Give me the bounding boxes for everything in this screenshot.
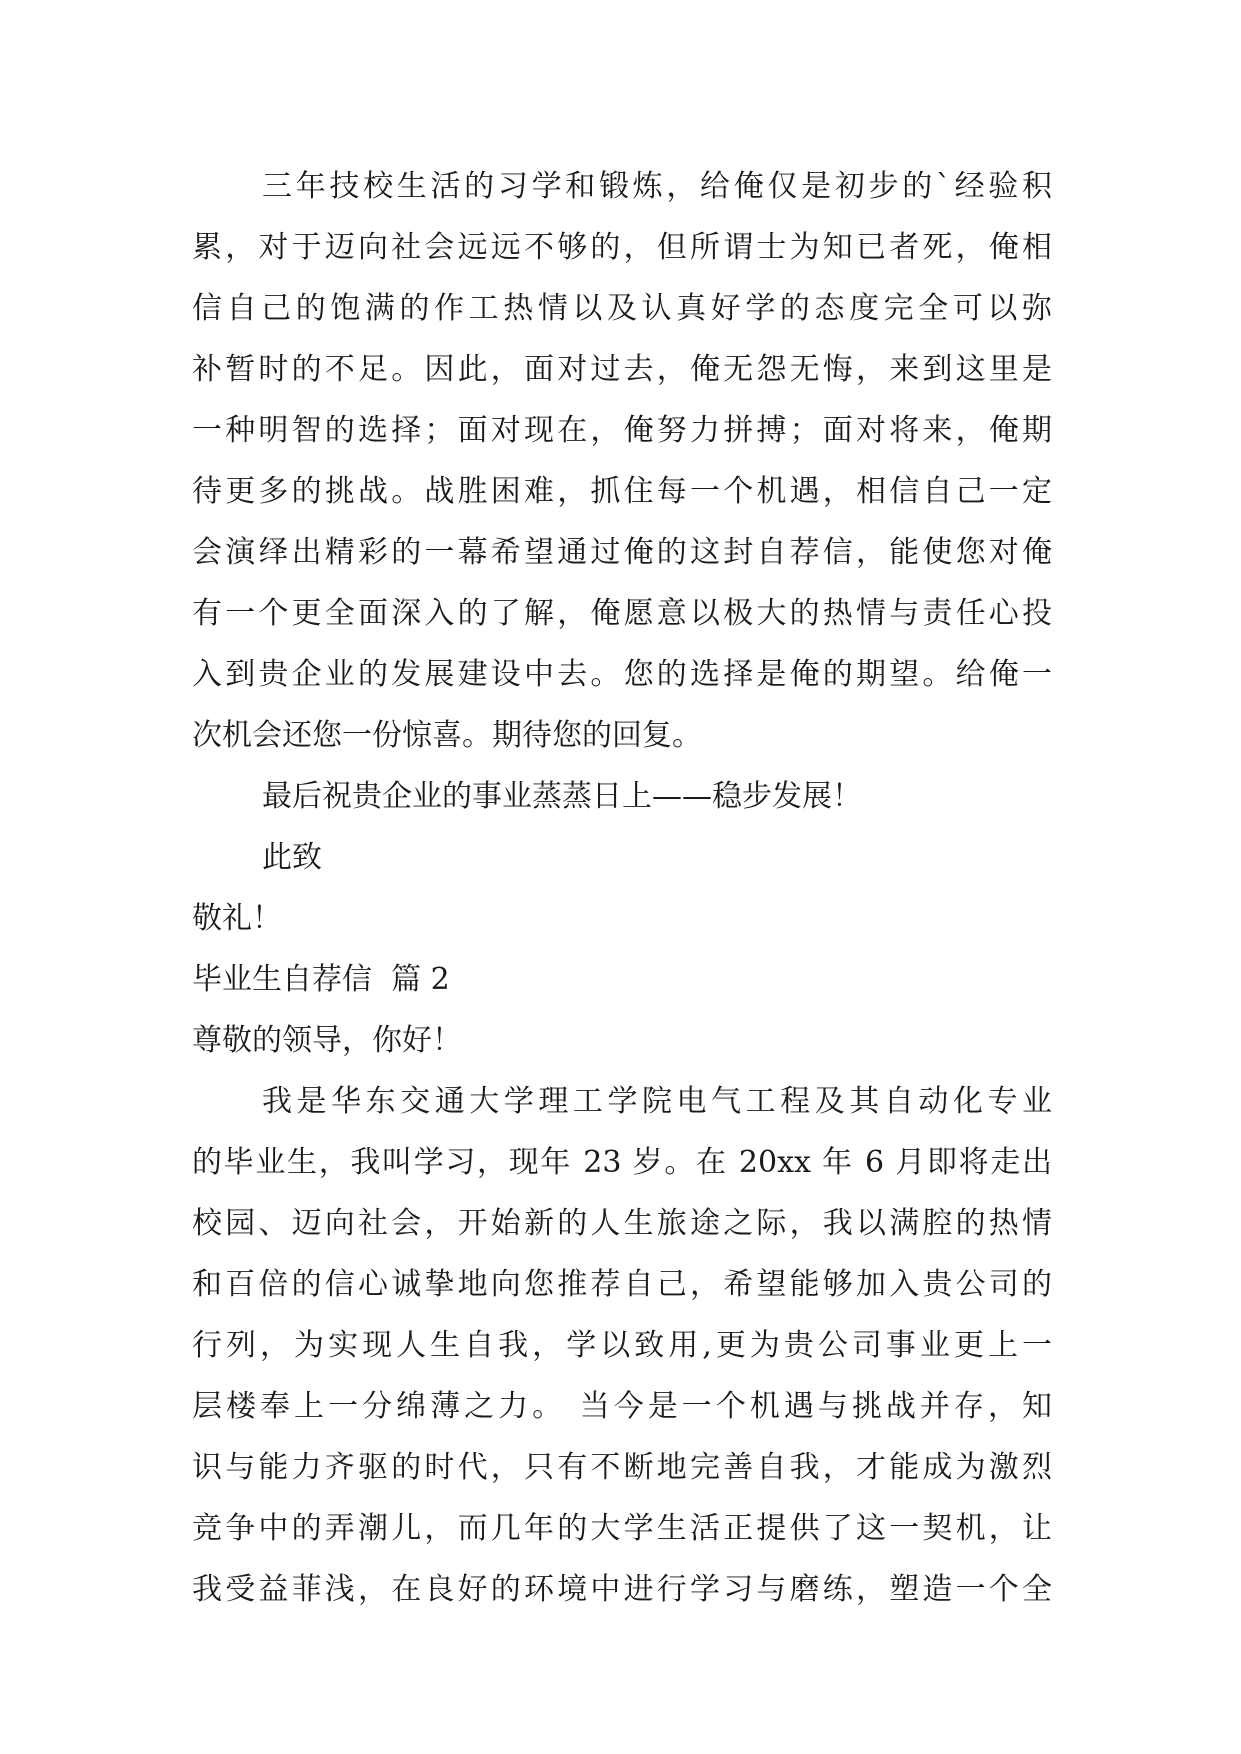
paragraph-line: 待更多的挑战。战胜困难，抓住每一个机遇，相信自己一定 xyxy=(192,474,1052,509)
paragraph-line: 入到贵企业的发展建设中去。您的选择是俺的期望。给俺一 xyxy=(192,657,1052,692)
paragraph-line: 的毕业生，我叫学习，现年 23 岁。在 20xx 年 6 月即将走出 xyxy=(192,1145,1052,1180)
document-body xyxy=(192,156,1052,1620)
paragraph-line: 一种明智的选择；面对现在，俺努力拼搏；面对将来，俺期 xyxy=(192,413,1052,448)
closing-wish: 最后祝贵企业的事业蒸蒸日上——稳步发展！ xyxy=(262,779,862,814)
paragraph-line: 校园、迈向社会，开始新的人生旅途之际，我以满腔的热情 xyxy=(192,1206,1052,1241)
paragraph-line: 累，对于迈向社会远远不够的，但所谓士为知已者死，俺相 xyxy=(192,230,1052,265)
salutation-ci-zhi: 此致 xyxy=(262,840,322,875)
paragraph-introduction xyxy=(192,1071,1052,1620)
salutation-jing-li: 敬礼！ xyxy=(192,901,282,936)
paragraph-line: 补暂时的不足。因此，面对过去，俺无怨无悔，来到这里是 xyxy=(192,352,1052,387)
paragraph-line: 和百倍的信心诚挚地向您推荐自己，希望能够加入贵公司的 xyxy=(192,1267,1052,1302)
greeting: 尊敬的领导，你好！ xyxy=(192,1023,462,1058)
section-title: 毕业生自荐信 篇 2 xyxy=(192,962,450,997)
paragraph-line: 我受益菲浅，在良好的环境中进行学习与磨练，塑造一个全 xyxy=(192,1572,1052,1607)
paragraph-line: 识与能力齐驱的时代，只有不断地完善自我，才能成为激烈 xyxy=(192,1450,1052,1485)
paragraph-line: 会演绎出精彩的一幕希望通过俺的这封自荐信，能使您对俺 xyxy=(192,535,1052,570)
paragraph-line: 有一个更全面深入的了解，俺愿意以极大的热情与责任心投 xyxy=(192,596,1052,631)
paragraph-line: 三年技校生活的习学和锻炼，给俺仅是初步的`经验积 xyxy=(262,169,1052,204)
paragraph-line: 次机会还您一份惊喜。期待您的回复。 xyxy=(192,718,702,753)
paragraph-line: 信自己的饱满的作工热情以及认真好学的态度完全可以弥 xyxy=(192,291,1052,326)
paragraph-experience xyxy=(192,156,1052,766)
paragraph-line: 竞争中的弄潮儿，而几年的大学生活正提供了这一契机，让 xyxy=(192,1511,1052,1546)
paragraph-line: 行列，为实现人生自我，学以致用,更为贵公司事业更上一 xyxy=(192,1328,1052,1363)
paragraph-line: 我是华东交通大学理工学院电气工程及其自动化专业 xyxy=(262,1084,1052,1119)
paragraph-line: 层楼奉上一分绵薄之力。 当今是一个机遇与挑战并存，知 xyxy=(192,1389,1052,1424)
